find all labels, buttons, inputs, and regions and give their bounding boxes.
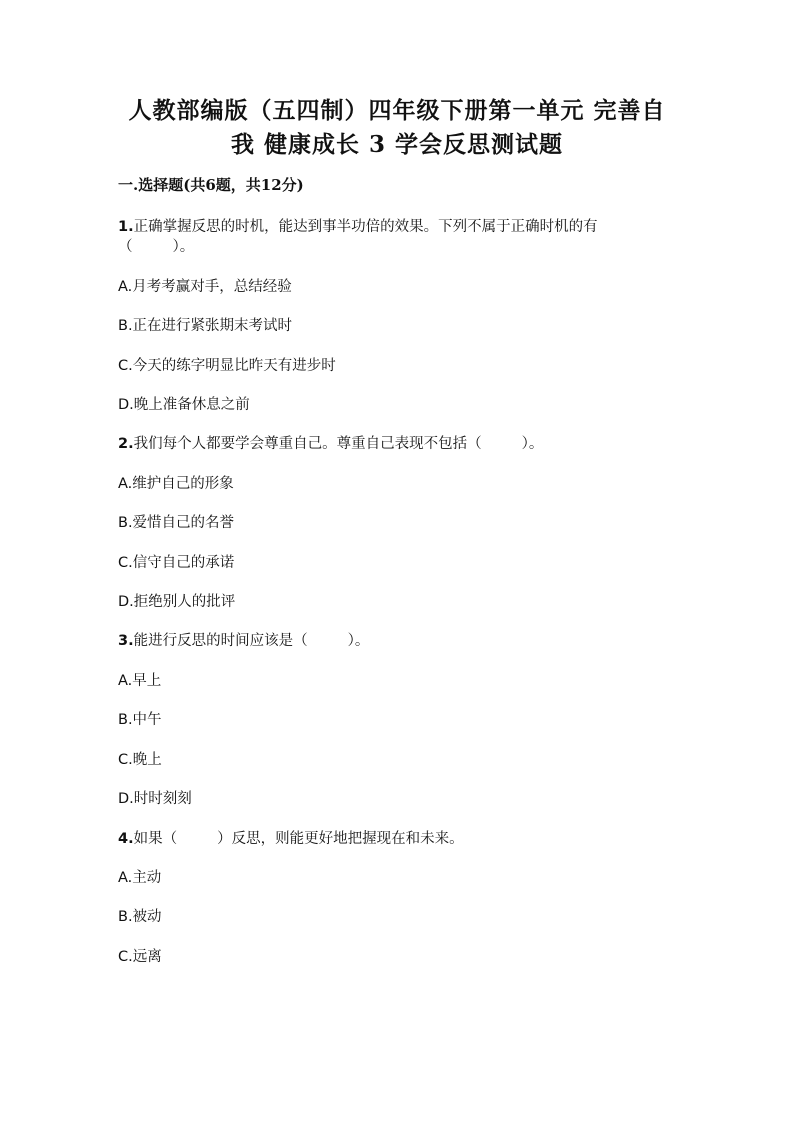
question-3-text-after: ）。 [347,633,370,649]
question-3-option-a[interactable]: A.早上 [118,673,162,689]
page-title-line-1: 人教部编版（五四制）四年级下册第一单元 完善自 [128,97,666,124]
question-3-number: 3. [118,633,134,649]
question-2-number: 2. [118,436,134,452]
question-1-option-c[interactable]: C.今天的练字明显比昨天有进步时 [118,358,336,374]
question-1-option-b[interactable]: B.正在进行紧张期末考试时 [118,318,293,334]
question-1-stem-continued [118,236,194,258]
question-4-stem [118,828,464,850]
question-4-text-after: ）反思，则能更好地把握现在和未来。 [217,831,464,847]
question-3-option-b[interactable]: B.中午 [118,712,162,728]
question-1-text: 正确掌握反思的时机，能达到事半功倍的效果。下列不属于正确时机的有 [133,219,598,235]
question-2-stem [118,433,543,455]
question-4-option-c[interactable]: C.远离 [118,949,162,965]
question-3-stem [118,630,369,652]
question-4-option-a[interactable]: A.主动 [118,870,162,886]
question-3-text-before: 能进行反思的时间应该是（ [133,633,308,649]
question-2-text-after: ）。 [521,436,544,452]
question-3-option-c[interactable]: C.晚上 [118,752,162,768]
question-3-option-d[interactable]: D.时时刻刻 [118,791,192,807]
question-1-number: 1. [118,219,134,235]
question-1-option-d[interactable]: D.晚上准备休息之前 [118,397,250,413]
question-2-option-c[interactable]: C.信守自己的承诺 [118,555,235,571]
question-2-option-d[interactable]: D.拒绝别人的批评 [118,594,236,610]
question-1-stem [118,216,598,238]
question-1-paren-close: ）。 [172,239,195,255]
question-4-text-before: 如果（ [133,831,178,847]
question-4-option-b[interactable]: B.被动 [118,909,162,925]
question-2-text-before: 我们每个人都要学会尊重自己。尊重自己表现不包括（ [133,436,482,452]
question-1-paren-open: （ [118,239,133,255]
question-2-option-a[interactable]: A.维护自己的形象 [118,476,234,492]
section-heading: 一.选择题(共6题，共12分) [118,176,304,194]
page-title-line-2: 我 健康成长 3 学会反思测试题 [230,131,564,158]
question-2-option-b[interactable]: B.爱惜自己的名誉 [118,515,235,531]
question-1-option-a[interactable]: A.月考考赢对手，总结经验 [118,279,292,295]
question-4-number: 4. [118,831,134,847]
